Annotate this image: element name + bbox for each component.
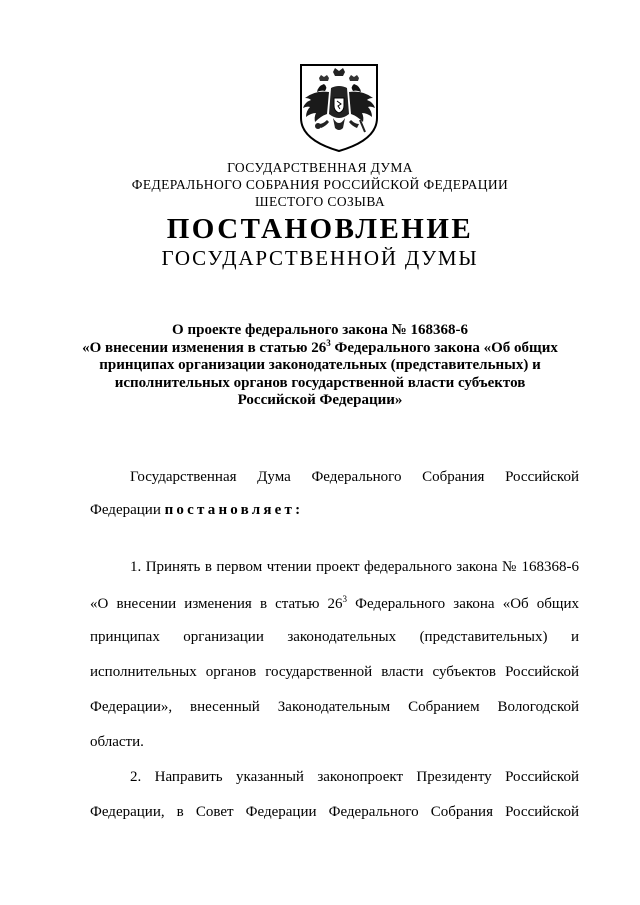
item-1-line-6: области. (90, 734, 144, 750)
heading-line-2: «О внесении изменения в статью $26^3$ Федерального закона «Об общих (82, 337, 558, 356)
item-1-line-1: 1. Принять в первом чтении проект федерального закона № 168368-6 (130, 559, 579, 575)
document-title: ПОСТАНОВЛЕНИЕ (166, 213, 474, 245)
convocation-line: ШЕСТОГО СОЗЫВА (254, 194, 386, 209)
preamble-line-1: Государственная Дума Федерального Собрания Российской (130, 469, 579, 485)
item-1-line-2: «О внесении изменения в статью $26^3$ Федерального закона «Об общих (90, 594, 579, 612)
item-1-line-3: принципах организации законодательных (представительных) и (90, 629, 579, 645)
russian-coat-of-arms-icon (297, 62, 381, 154)
document-subtitle: ГОСУДАРСТВЕННОЙ ДУМЫ (161, 246, 479, 270)
heading-line-5: Российской Федерации» (237, 392, 403, 408)
heading-line-1: О проекте федерального закона № 168368-6 (172, 322, 468, 338)
item-1-line-4: исполнительных органов государственной власти субъектов Российской (90, 664, 579, 680)
preamble-line-2: Федерации постановляет: (90, 502, 304, 518)
org-name-line-1: ГОСУДАРСТВЕННАЯ ДУМА (227, 160, 413, 175)
item-1-line-5: Федерации», внесенный Законодательным Собранием Вологодской (90, 699, 579, 715)
org-name-line-2: ФЕДЕРАЛЬНОГО СОБРАНИЯ РОССИЙСКОЙ ФЕДЕРАЦИИ (131, 177, 509, 192)
heading-line-3: принципах организации законодательных (представительных) и (99, 357, 541, 373)
heading-line-4: исполнительных органов государственной власти субъектов (114, 374, 526, 391)
item-2-line-1: 2. Направить указанный законопроект Президенту Российской (130, 769, 579, 785)
resolution-heading (60, 322, 580, 410)
item-2-line-2: Федерации, в Совет Федерации Федерального Собрания Российской (90, 804, 579, 820)
